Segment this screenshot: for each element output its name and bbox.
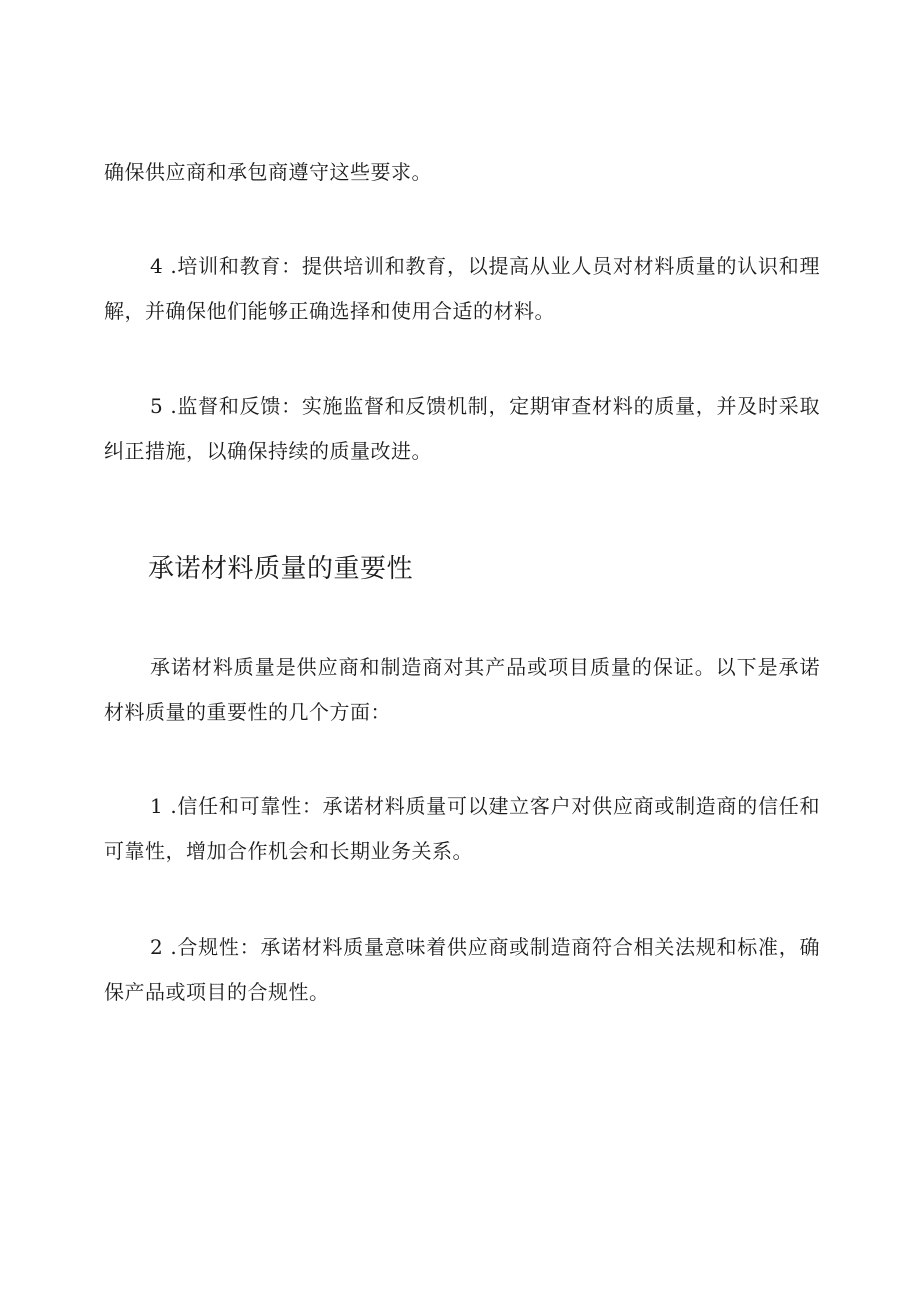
section-intro-paragraph: 承诺材料质量是供应商和制造商对其产品或项目质量的保证。以下是承诺材料质量的重要性的几个方面： [104,655,820,724]
list-item-supervision: 5 .监督和反馈：实施监督和反馈机制，定期审查材料的质量，并及时采取纠正措施，以确保持续的质量改进。 [104,394,820,463]
continuation-paragraph: 确保供应商和承包商遵守这些要求。 [104,160,432,184]
list-item-training: 4 .培训和教育：提供培训和教育，以提高从业人员对材料质量的认识和理解，并确保他们能够正确选择和使用合适的材料。 [104,254,820,323]
section-heading: 承诺材料质量的重要性 [148,554,414,584]
list-item-trust: 1 .信任和可靠性：承诺材料质量可以建立客户对供应商或制造商的信任和可靠性，增加合作机会和长期业务关系。 [104,794,820,863]
list-item-compliance: 2 .合规性：承诺材料质量意味着供应商或制造商符合相关法规和标准，确保产品或项目的合规性。 [104,935,820,1004]
